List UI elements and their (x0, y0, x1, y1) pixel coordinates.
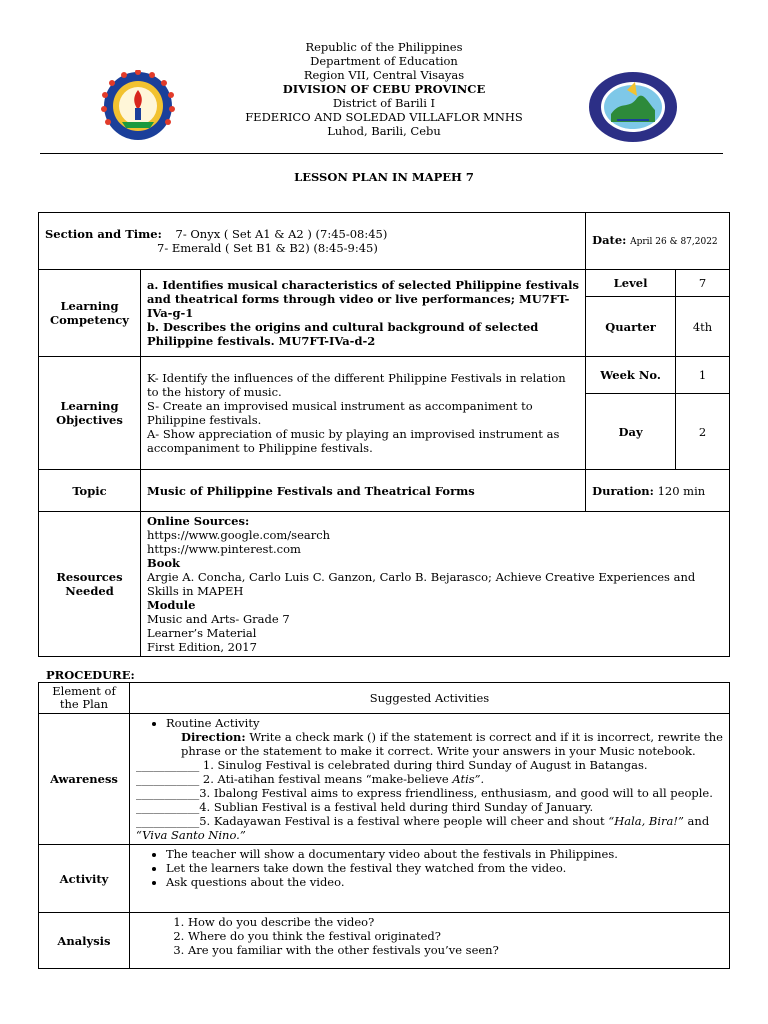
header-address: Luhod, Barili, Cebu (327, 124, 441, 138)
day-value: 2 (676, 394, 730, 470)
header-division: DIVISION OF CEBU PROVINCE (282, 82, 486, 96)
module-line-2: Learner’s Material (146, 626, 257, 640)
section-label: Section and Time: (45, 227, 162, 241)
competency-row (39, 270, 730, 297)
level-value: 7 (676, 270, 730, 297)
competency-label: Learning Competency (39, 270, 141, 357)
header-school: FEDERICO AND SOLEDAD VILLAFLOR MNHS (245, 110, 523, 124)
resource-url-pinterest: https://www.pinterest.com (146, 542, 301, 556)
activity-item-3: • Ask questions about the video. (166, 875, 723, 889)
topic-row (39, 470, 730, 512)
activity-row (39, 845, 730, 913)
objective-a: A- Show appreciation of music by playing an improvised instrument as accompaniment to Philippine festivals. (146, 427, 560, 455)
module-label: Module (146, 598, 196, 612)
awareness-item-5: ___________5. Kadayawan Festival is a festival where people will cheer and shout (135, 814, 609, 828)
activity-item-2: • Let the learners take down the festival they watched from the video. (166, 861, 723, 875)
objectives-row (39, 357, 730, 394)
topic-value: Music of Philippine Festivals and Theatrical Forms (140, 470, 585, 512)
resources-label: Resources Needed (39, 512, 141, 657)
day-label: Day (586, 394, 676, 470)
resource-url-google: https://www.google.com/search (146, 528, 331, 542)
objective-s: S- Create an improvised musical instrument as accompaniment to Philippine festivals. (146, 399, 533, 427)
level-label: Level (586, 270, 676, 297)
competency-b: b. Describes the origins and cultural background of selected Philippine festivals. MU7FT-IVa-d-2 (146, 320, 539, 348)
col-activities-header: Suggested Activities (129, 683, 729, 714)
module-line-1: Music and Arts- Grade 7 (146, 612, 290, 626)
direction-text: Write a check mark () if the statement is correct and if it is incorrect, rewrite the phrase or the statement to make it correct. Write your answers in your Music notebook. (180, 730, 723, 758)
awareness-item-5-and: and (683, 814, 710, 828)
resources-row (39, 512, 730, 657)
lesson-plan-title: LESSON PLAN IN MAPEH 7 (294, 170, 474, 184)
analysis-item-1: 1. How do you describe the video? (188, 915, 723, 929)
analysis-item-3: 3. Are you familiar with the other festivals you’ve seen? (188, 943, 723, 957)
procedure-title: PROCEDURE: (46, 668, 135, 682)
awareness-label: Awareness (39, 714, 130, 845)
objective-k: K- Identify the influences of the different Philippine Festivals in relation to the history of music. (146, 371, 566, 399)
header-region: Region VII, Central Visayas (303, 68, 465, 82)
awareness-item-2-italic: Atis”. (452, 772, 485, 786)
module-line-3: First Edition, 2017 (146, 640, 257, 654)
awareness-item-4: ___________4. Sublian Festival is a festival held during third Sunday of January. (135, 800, 594, 814)
procedure-table (38, 682, 730, 969)
awareness-item-5-viva: “Viva Santo Nino.” (135, 828, 246, 842)
book-label: Book (146, 556, 180, 570)
header-district: District of Barili I (332, 96, 436, 110)
topic-label: Topic (39, 470, 141, 512)
awareness-item-1: ___________ 1. Sinulog Festival is celebrated during third Sunday of August in Batangas. (135, 758, 648, 772)
analysis-label: Analysis (39, 913, 130, 969)
competency-a: a. Identifies musical characteristics of selected Philippine festivals and theatrical forms through video or live performances; MU7FT-IVa-g-1 (146, 278, 579, 320)
awareness-item-5-shout: “Hala, Bira!” (608, 814, 684, 828)
duration-value: 120 min (657, 483, 706, 498)
online-sources-label: Online Sources: (146, 514, 250, 528)
col-element-header: Element of the Plan (39, 683, 130, 714)
school-header (0, 40, 768, 138)
procedure-header-row (39, 683, 730, 714)
date-value: April 26 & 87,2022 (630, 237, 718, 247)
section-value-1: 7- Onyx ( Set A1 & A2 ) (7:45-08:45) (175, 227, 388, 241)
routine-activity-bullet: • Routine Activity (166, 716, 723, 730)
week-value: 1 (676, 357, 730, 394)
awareness-row (39, 714, 730, 845)
header-republic: Republic of the Philippines (305, 40, 463, 54)
quarter-value: 4th (676, 297, 730, 357)
awareness-item-2: ___________ 2. Ati-atihan festival means “make-believe (135, 772, 453, 786)
header-department: Department of Education (310, 54, 458, 68)
awareness-item-3: ___________3. Ibalong Festival aims to express friendliness, enthusiasm, and good will to all people. (135, 786, 713, 800)
date-label: Date: (592, 233, 627, 247)
duration-label: Duration: (592, 483, 654, 498)
book-value: Argie A. Concha, Carlo Luis C. Ganzon, Carlo B. Bejarasco; Achieve Creative Experiences and Skills in MAPEH (146, 570, 696, 598)
quarter-label: Quarter (586, 297, 676, 357)
activity-label: Activity (39, 845, 130, 913)
objectives-label: Learning Objectives (39, 357, 141, 470)
analysis-row (39, 913, 730, 969)
week-label: Week No. (586, 357, 676, 394)
activity-item-1: • The teacher will show a documentary video about the festivals in Philippines. (166, 847, 723, 861)
lesson-info-table (38, 212, 730, 657)
section-row (39, 213, 730, 270)
section-value-2: 7- Emerald ( Set B1 & B2) (8:45-9:45) (157, 241, 378, 255)
direction-label: Direction: (180, 730, 246, 744)
analysis-item-2: 2. Where do you think the festival originated? (188, 929, 723, 943)
header-divider (40, 153, 723, 154)
